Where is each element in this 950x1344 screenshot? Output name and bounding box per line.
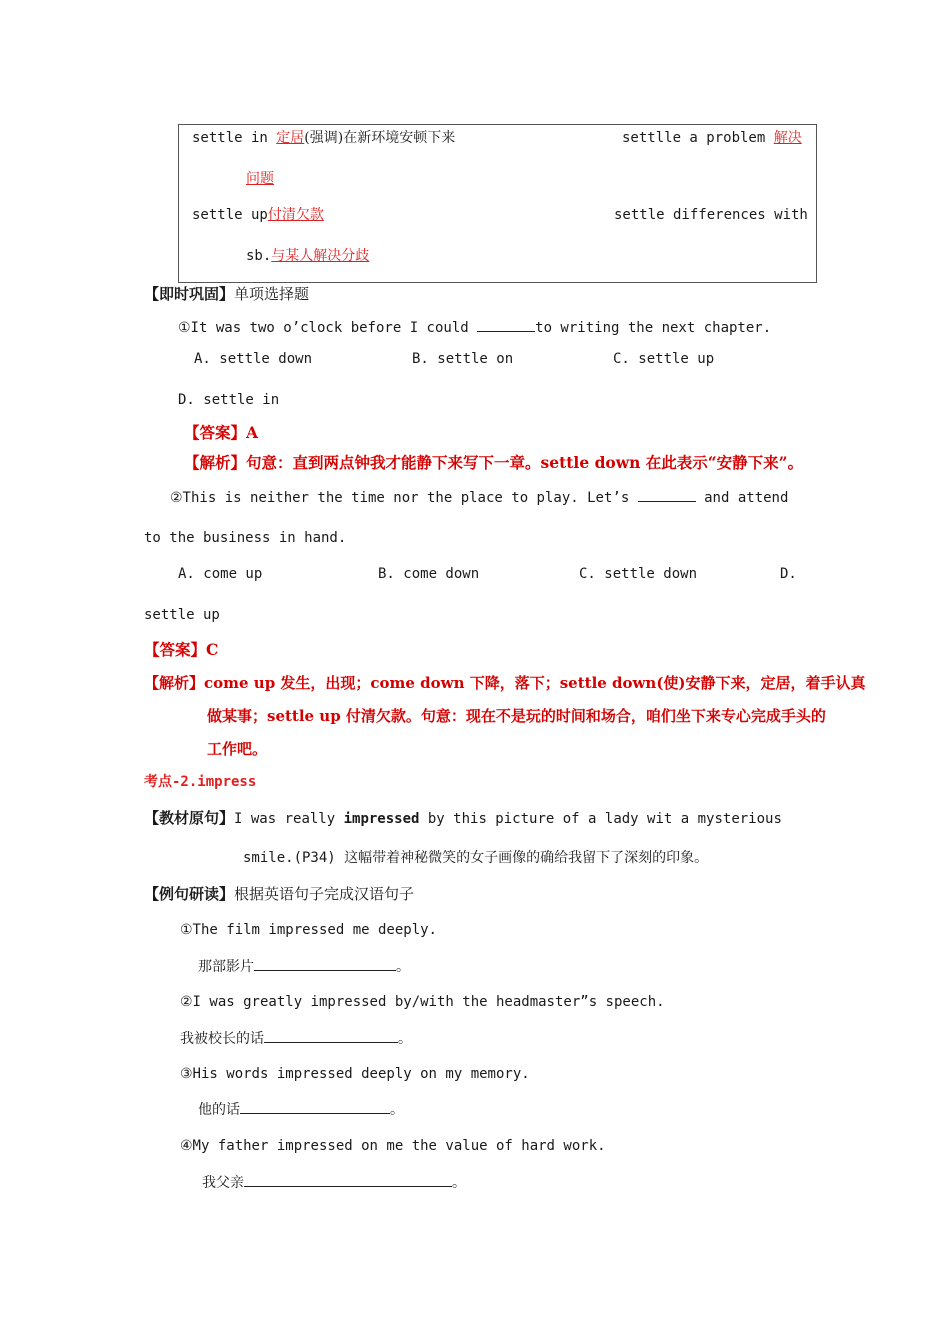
phrase-meaning: 解决	[773, 130, 802, 146]
fill-blank[interactable]	[264, 1028, 398, 1043]
stem-text: ②This is neither the time nor the place to play. Let’s	[170, 490, 638, 506]
phrase-meaning: 定居	[276, 130, 305, 146]
answer-blank	[477, 317, 535, 332]
example-en: ②I was greatly impressed by/with the headmaster”s speech.	[180, 994, 665, 1010]
q2-analysis-cont-1: 做某事；settle up 付清欠款。句意：现在不是玩的时间和场合，咱们坐下来专心完成手头的	[207, 707, 826, 725]
q2-option-b: B. come down	[378, 566, 480, 582]
example-en: ③His words impressed deeply on my memory.	[180, 1066, 530, 1082]
q1-option-b: B. settle on	[412, 351, 514, 367]
zh-prefix: 我父亲	[202, 1175, 244, 1191]
study-desc: 根据英语句子完成汉语句子	[234, 885, 415, 903]
answer-label: 【答案】	[184, 423, 247, 442]
q2-option-d-label: D.	[780, 566, 797, 582]
point-title: 考点-2.impress	[144, 774, 257, 790]
q2-analysis	[144, 673, 866, 693]
source-label: 【教材原句】	[144, 809, 235, 827]
source-sentence	[144, 808, 782, 829]
zh-end: 。	[396, 959, 410, 975]
zh-prefix: 那部影片	[198, 959, 254, 975]
answer-label: 【答案】	[144, 640, 207, 659]
q2-option-a: A. come up	[178, 566, 263, 582]
source-sentence-cont: smile.(P34) 这幅带着神秘微笑的女子画像的确给我留下了深刻的印象。	[243, 850, 709, 866]
q1-option-a: A. settle down	[194, 351, 313, 367]
settle-diff-line: settle differences with	[614, 207, 808, 223]
phrase-text: settle up	[192, 207, 268, 223]
q2-analysis-cont-2: 工作吧。	[207, 740, 268, 758]
settle-problem-meaning-cont: 问题	[246, 171, 274, 187]
stem-text: and attend	[695, 490, 789, 506]
practice-desc: 单项选择题	[234, 285, 310, 303]
q2-stem-cont: to the business in hand.	[144, 530, 347, 546]
phrase-meaning: 与某人解决分歧	[271, 248, 370, 264]
phrase-note: (强调)在新环境安顿下来	[304, 130, 456, 146]
analysis-label: 【解析】	[184, 453, 247, 472]
study-label: 【例句研读】	[144, 885, 235, 903]
stem-text: ①It was two o’clock before I could	[178, 320, 478, 336]
q1-option-d: D. settle in	[178, 392, 280, 408]
zh-end: 。	[398, 1031, 412, 1047]
phrase-text: sb.	[246, 248, 272, 264]
practice-label: 【即时巩固】	[144, 285, 235, 303]
zh-prefix: 我被校长的话	[180, 1031, 264, 1047]
answer-value: C	[206, 640, 219, 659]
phrase-meaning: 付清欠款	[267, 207, 324, 223]
analysis-text: come up 发生，出现；come down 下降，落下；settle down(使)安静下来，定居，着手认真	[204, 674, 866, 692]
phrase-text: settle in	[192, 130, 277, 146]
q2-stem	[170, 487, 788, 508]
zh-end: 。	[452, 1175, 466, 1191]
source-text: by this picture of a lady wit a mysterious	[419, 811, 782, 827]
zh-end: 。	[390, 1102, 404, 1118]
answer-blank	[638, 487, 696, 502]
source-keyword: impressed	[343, 811, 420, 827]
settle-diff-cont	[246, 246, 369, 266]
q2-option-c: C. settle down	[579, 566, 698, 582]
q1-option-c: C. settle up	[613, 351, 715, 367]
answer-value: A	[246, 423, 259, 442]
zh-prefix: 他的话	[198, 1102, 240, 1118]
fill-blank[interactable]	[240, 1099, 390, 1114]
q1-stem	[178, 317, 771, 338]
q1-answer	[184, 423, 258, 443]
source-text: I was really	[234, 811, 344, 827]
example-zh	[198, 1099, 404, 1120]
q1-analysis	[184, 453, 803, 473]
settle-up-line	[192, 205, 324, 225]
example-zh	[198, 956, 410, 977]
stem-text: to writing the next chapter.	[535, 320, 772, 336]
q2-option-d-text: settle up	[144, 607, 220, 623]
example-en: ①The film impressed me deeply.	[180, 922, 437, 938]
fill-blank[interactable]	[244, 1172, 452, 1187]
fill-blank[interactable]	[254, 956, 396, 971]
settle-problem-line	[622, 128, 802, 148]
analysis-text: 句意：直到两点钟我才能静下来写下一章。settle down 在此表示“安静下来”。	[246, 453, 804, 472]
phrase-text: settlle a problem	[622, 130, 774, 146]
example-zh	[180, 1028, 412, 1049]
q2-answer	[144, 640, 218, 660]
analysis-label: 【解析】	[144, 674, 205, 692]
settle-in-line	[192, 128, 455, 148]
example-zh	[202, 1172, 466, 1193]
practice-header	[144, 284, 309, 304]
study-header	[144, 884, 414, 904]
example-en: ④My father impressed on me the value of hard work.	[180, 1138, 606, 1154]
